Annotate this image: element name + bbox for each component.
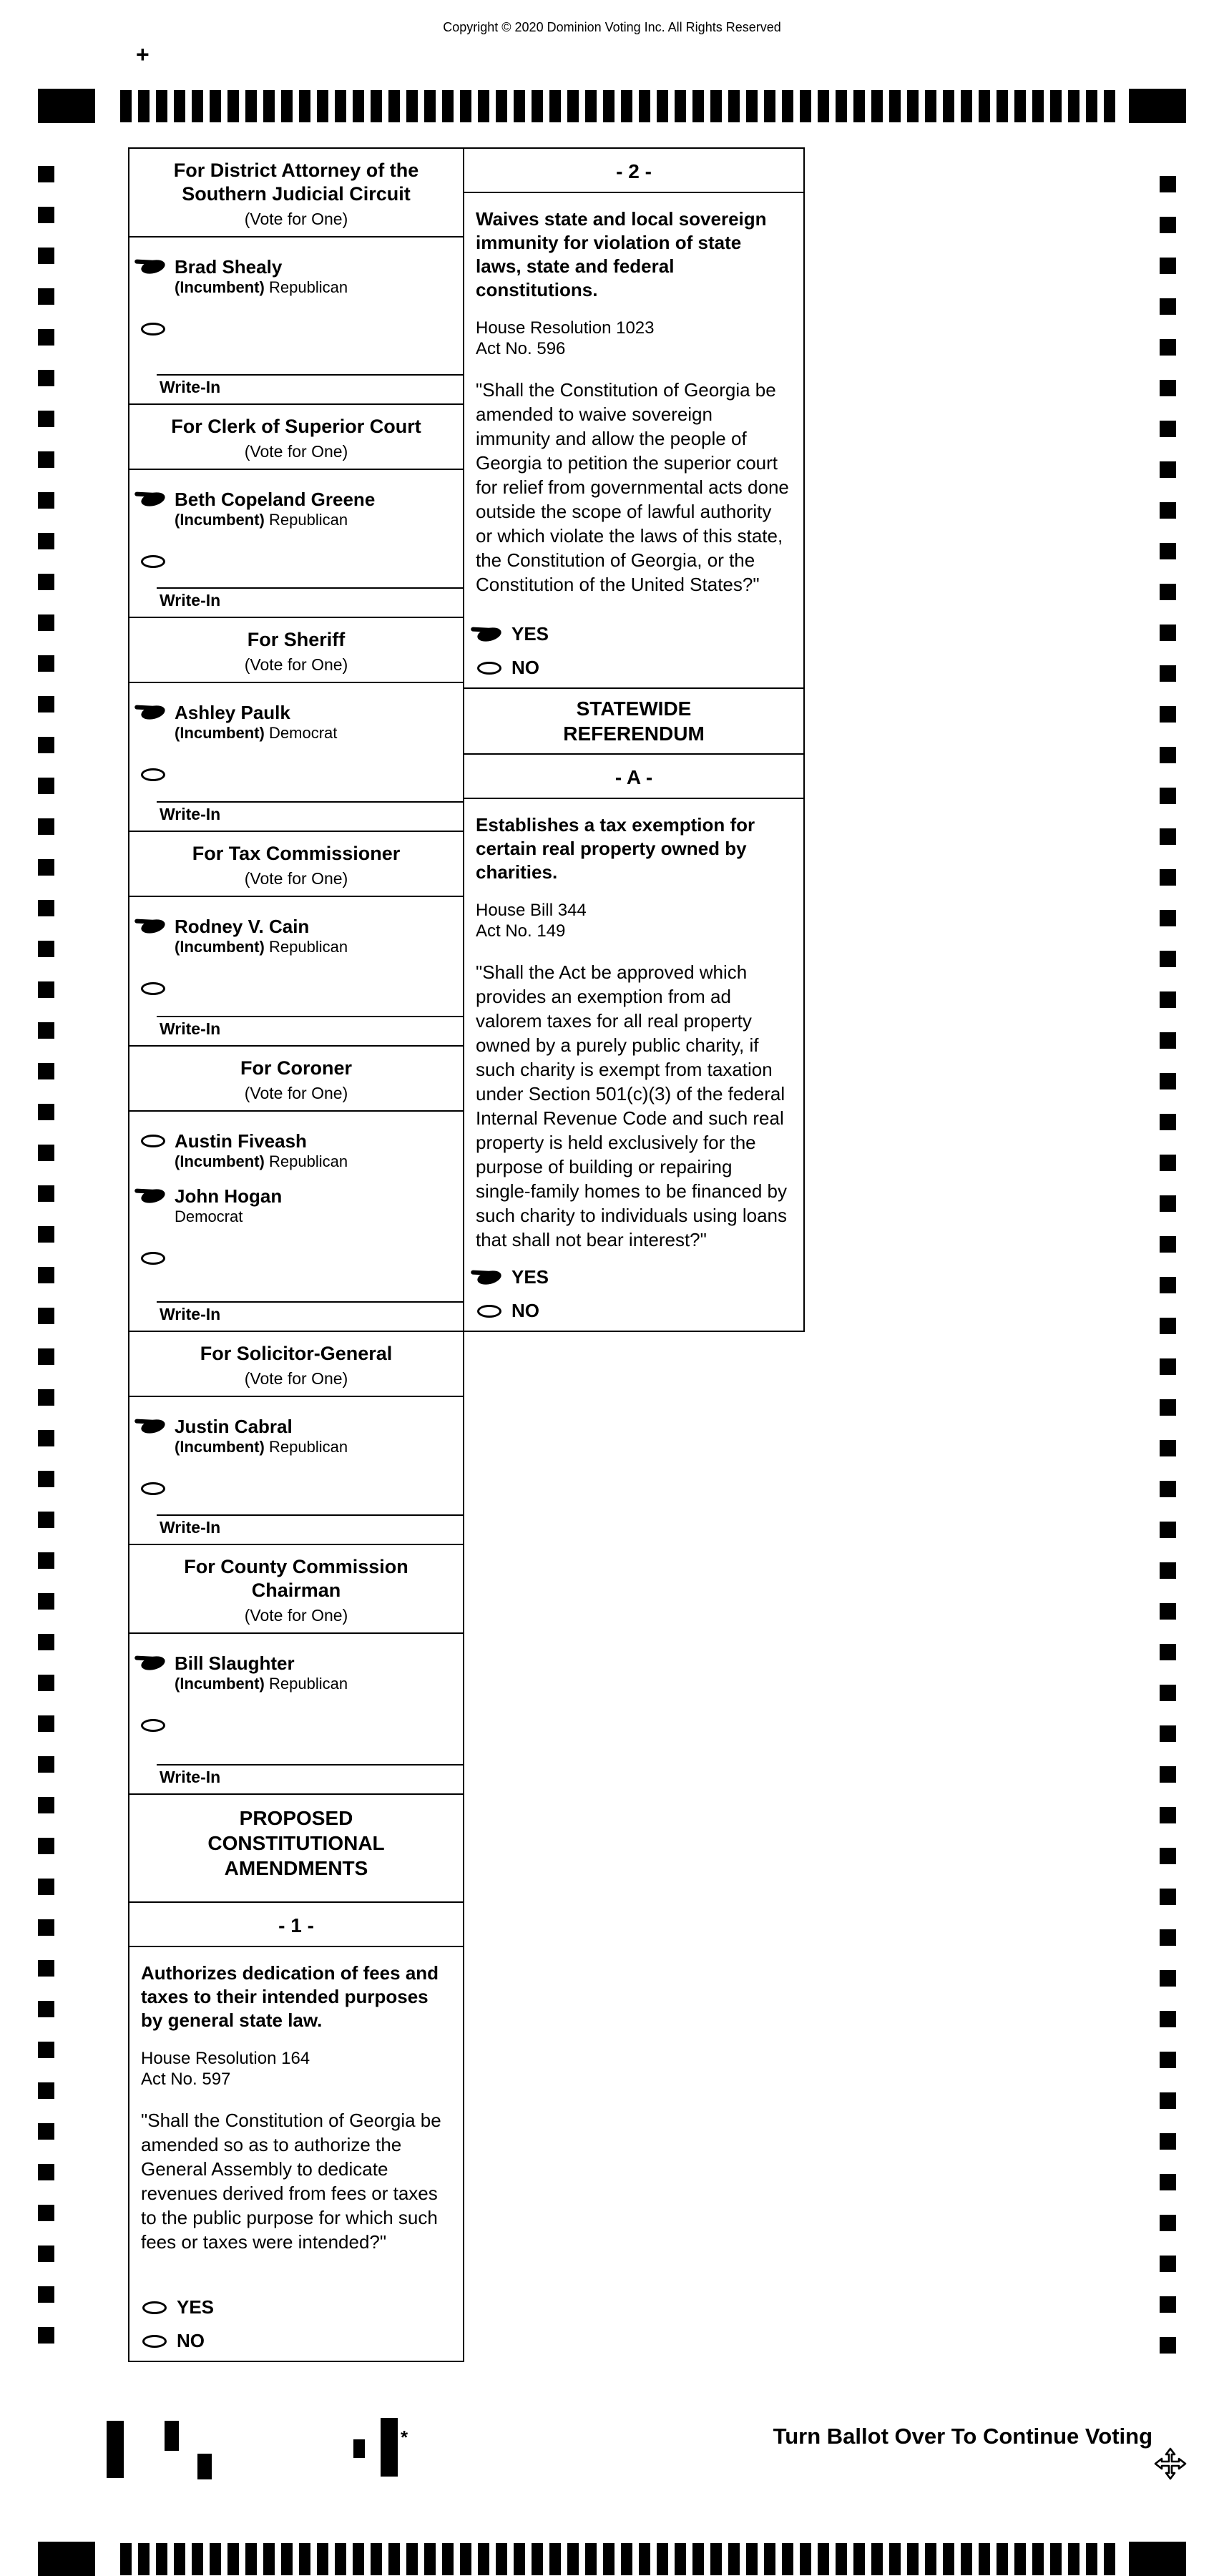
ballot-code-mark: [353, 2439, 365, 2458]
contest-district-attorney: [128, 147, 464, 405]
candidate-party: (Incumbent) Republican: [175, 278, 348, 296]
contest-header: [129, 405, 463, 470]
measure-choices: [142, 2285, 214, 2352]
write-in-area[interactable]: [129, 1301, 463, 1329]
candidate-name: Justin Cabral: [175, 1416, 293, 1437]
measure-number: - 2 -: [464, 149, 803, 193]
yes-choice-row: [142, 2296, 214, 2318]
contest-title-line: For District Attorney of the: [173, 160, 419, 181]
write-in-line[interactable]: [157, 1301, 463, 1303]
write-in-oval[interactable]: [141, 1252, 165, 1265]
candidate-party: (Incumbent) Democrat: [175, 724, 338, 742]
yes-label: YES: [177, 2296, 215, 2318]
move-cursor-icon: [1153, 2447, 1188, 2484]
amendments-header-section: [128, 1795, 464, 1903]
write-in-area[interactable]: [129, 801, 463, 829]
ballot-oval[interactable]: [139, 258, 166, 276]
write-in-oval-row: [141, 1252, 463, 1265]
ballot-code-mark: [165, 2421, 179, 2451]
contest-solicitor-general: [128, 1332, 464, 1545]
candidate-row: [141, 1185, 453, 1226]
write-in-oval-row: [141, 555, 463, 568]
candidate-row: [141, 256, 453, 297]
referendum-header-section: [464, 689, 805, 755]
contest-coroner: [128, 1047, 464, 1332]
write-in-oval-row: [141, 323, 463, 336]
write-in-line[interactable]: [157, 1514, 463, 1516]
measure-referendum-a: [464, 755, 805, 1332]
candidate-text: [175, 916, 348, 956]
registration-plus-mark: +: [136, 41, 150, 67]
candidate-name: Brad Shealy: [175, 256, 283, 278]
write-in-area[interactable]: [129, 1016, 463, 1044]
write-in-area[interactable]: [129, 587, 463, 615]
measure-ref-line: Act No. 149: [476, 921, 566, 941]
measure-amendment-1: [128, 1903, 464, 2362]
write-in-label: Write-In: [160, 1768, 221, 1786]
write-in-label: Write-In: [160, 805, 221, 823]
write-in-label: Write-In: [160, 378, 221, 396]
write-in-line[interactable]: [157, 801, 463, 803]
ballot-oval[interactable]: [139, 703, 166, 722]
timing-block-top-left: [38, 89, 95, 123]
header-line: REFERENDUM: [563, 723, 705, 745]
yes-choice-row: [477, 623, 549, 645]
timing-block-bottom-right: [1129, 2542, 1186, 2576]
no-oval[interactable]: [142, 2335, 167, 2348]
measure-question: "Shall the Constitution of Georgia be amended so as to authorize the General Assembly to dedicate revenues derived from fees or taxes to the public purpose for which such fees or taxes were intended?": [141, 2110, 441, 2253]
contest-title-line: For Coroner: [240, 1057, 352, 1079]
contest-title-line: Chairman: [251, 1580, 341, 1601]
contest-sheriff: [128, 618, 464, 832]
candidate-text: [175, 1185, 282, 1226]
candidate-text: [175, 489, 375, 529]
contest-title-line: For Tax Commissioner: [192, 843, 401, 864]
timing-block-bottom-left: [38, 2542, 95, 2576]
candidate-text: [175, 702, 337, 743]
contest-header: [129, 149, 463, 237]
ballot-code-mark: [381, 2418, 398, 2477]
contest-title: [129, 842, 463, 866]
yes-label: YES: [511, 623, 549, 645]
measure-ref-line: Act No. 596: [476, 339, 566, 358]
candidate-row: [141, 1652, 453, 1693]
candidate-party: (Incumbent) Republican: [175, 938, 348, 956]
timing-marks-bottom: [120, 2543, 1119, 2575]
amendments-header: [129, 1795, 463, 1881]
turn-ballot-over-text: Turn Ballot Over To Continue Voting: [773, 2424, 1152, 2449]
ballot-code-star: *: [401, 2426, 408, 2448]
measure-question: "Shall the Act be approved which provides an exemption from ad valorem taxes for all real property owned by a purely public charity, if such charity is exempt from taxation under Section 501(c)(3) of the federal Internal Revenue Code and such real property is held exclusively for the purpose of building or repairing single-family homes to be financed by such charity to individuals using loans that shall not bear interest?": [476, 961, 788, 1250]
ballot-code-mark: [107, 2421, 124, 2478]
contest-title: [129, 159, 463, 206]
measure-summary: Authorizes dedication of fees and taxes to their intended purposes by general state law.: [141, 1962, 439, 2031]
contest-header: [129, 1332, 463, 1397]
write-in-oval[interactable]: [141, 768, 165, 781]
header-line: CONSTITUTIONAL: [207, 1832, 385, 1854]
candidate-party: (Incumbent) Republican: [175, 511, 348, 529]
measure-choices: [477, 612, 549, 679]
write-in-label: Write-In: [160, 1305, 221, 1323]
write-in-line[interactable]: [157, 1016, 463, 1017]
ballot-body: [128, 147, 805, 2362]
write-in-label: Write-In: [160, 591, 221, 609]
write-in-oval[interactable]: [141, 323, 165, 336]
write-in-oval[interactable]: [141, 1719, 165, 1732]
write-in-line[interactable]: [157, 374, 463, 376]
candidate-text: [175, 1652, 348, 1693]
candidate-name: Bill Slaughter: [175, 1652, 295, 1674]
write-in-oval[interactable]: [141, 1482, 165, 1495]
candidate-text: [175, 1130, 348, 1171]
measure-amendment-2: [464, 147, 805, 689]
ballot-oval[interactable]: [139, 1654, 166, 1673]
contest-county-commission-chairman: [128, 1545, 464, 1795]
ballot-oval[interactable]: [139, 917, 166, 936]
measure-number: - 1 -: [129, 1903, 463, 1947]
ballot-column-left: [128, 147, 464, 2362]
candidate-party: (Incumbent) Republican: [175, 1152, 348, 1170]
yes-choice-row: [477, 1266, 549, 1288]
no-choice-row: [477, 657, 549, 679]
contest-title-line: For Solicitor-General: [200, 1343, 393, 1364]
write-in-area[interactable]: [129, 1514, 463, 1542]
no-oval[interactable]: [477, 1305, 501, 1318]
contest-title-line: Southern Judicial Circuit: [182, 183, 411, 205]
no-label: NO: [511, 657, 539, 678]
no-oval[interactable]: [477, 662, 501, 675]
write-in-oval-row: [141, 1719, 463, 1732]
measure-ref-line: House Resolution 1023: [476, 318, 655, 338]
measure-choices: [477, 1255, 549, 1322]
candidate-text: [175, 256, 348, 297]
contest-clerk-superior-court: [128, 405, 464, 618]
contest-header: [129, 618, 463, 683]
write-in-line[interactable]: [157, 587, 463, 589]
ballot-oval[interactable]: [139, 490, 166, 509]
yes-oval[interactable]: [476, 625, 502, 644]
contest-title-line: For County Commission: [184, 1556, 408, 1577]
candidate-name: Austin Fiveash: [175, 1130, 307, 1152]
no-label: NO: [511, 1300, 539, 1321]
ballot-column-right: [464, 147, 805, 1332]
write-in-oval[interactable]: [141, 555, 165, 568]
copyright-notice: Copyright © 2020 Dominion Voting Inc. All Rights Reserved: [443, 20, 781, 34]
candidate-row: [141, 1416, 453, 1456]
candidate-party: Democrat: [175, 1208, 243, 1225]
candidate-text: [175, 1416, 348, 1456]
header-line: PROPOSED: [239, 1807, 353, 1829]
timing-marks-top: [120, 90, 1119, 122]
candidate-row: [141, 702, 453, 743]
contest-title-line: For Clerk of Superior Court: [171, 416, 421, 437]
measure-number: - A -: [464, 755, 803, 799]
write-in-area[interactable]: [129, 1764, 463, 1792]
candidate-row: [141, 916, 453, 956]
candidate-name: Rodney V. Cain: [175, 916, 310, 937]
header-line: AMENDMENTS: [224, 1857, 368, 1879]
write-in-label: Write-In: [160, 1019, 221, 1038]
no-label: NO: [177, 2330, 205, 2351]
write-in-oval-row: [141, 982, 463, 995]
candidate-party: (Incumbent) Republican: [175, 1675, 348, 1693]
timing-marks-left: [38, 166, 54, 2361]
contest-title: [129, 415, 463, 439]
write-in-oval-row: [141, 768, 463, 781]
contest-title: [129, 628, 463, 652]
yes-oval[interactable]: [142, 2301, 167, 2314]
measure-ref-line: Act No. 597: [141, 2070, 231, 2089]
candidate-name: Beth Copeland Greene: [175, 489, 376, 510]
vote-for-instruction: (Vote for One): [244, 442, 348, 461]
referendum-header: [464, 689, 803, 746]
measure-ref-line: House Bill 344: [476, 901, 587, 920]
write-in-label: Write-In: [160, 1518, 221, 1537]
header-line: STATEWIDE: [576, 697, 692, 720]
contest-header: [129, 1047, 463, 1112]
write-in-oval[interactable]: [141, 982, 165, 995]
write-in-line[interactable]: [157, 1764, 463, 1766]
vote-for-instruction: (Vote for One): [244, 1369, 348, 1388]
contest-header: [129, 1545, 463, 1634]
candidate-party: (Incumbent) Republican: [175, 1438, 348, 1456]
vote-for-instruction: (Vote for One): [244, 210, 348, 228]
candidate-name: Ashley Paulk: [175, 702, 290, 723]
no-choice-row: [477, 1300, 549, 1322]
measure-ref-line: House Resolution 164: [141, 2049, 310, 2068]
contest-title: [129, 1342, 463, 1366]
yes-oval[interactable]: [476, 1268, 502, 1287]
vote-for-instruction: (Vote for One): [244, 1084, 348, 1102]
candidate-name: John Hogan: [175, 1185, 283, 1207]
measure-references: [476, 900, 792, 941]
contest-title: [129, 1555, 463, 1602]
vote-for-instruction: (Vote for One): [244, 869, 348, 888]
write-in-area[interactable]: [129, 374, 463, 402]
measure-summary: Establishes a tax exemption for certain real property owned by charities.: [476, 814, 755, 883]
timing-block-top-right: [1129, 89, 1186, 123]
measure-references: [141, 2048, 451, 2090]
timing-marks-right: [1160, 176, 1176, 2371]
vote-for-instruction: (Vote for One): [244, 655, 348, 674]
vote-for-instruction: (Vote for One): [244, 1606, 348, 1625]
contest-title-line: For Sheriff: [247, 629, 346, 650]
candidate-row: [141, 1130, 453, 1171]
ballot-oval[interactable]: [139, 1187, 166, 1205]
contest-tax-commissioner: [128, 832, 464, 1047]
ballot-code-mark: [197, 2454, 212, 2479]
candidate-row: [141, 489, 453, 529]
measure-question: "Shall the Constitution of Georgia be amended to waive sovereign immunity and allow the people of Georgia to petition the superior court for relief from governmental acts done outside the scope of lawful authority or which violate the laws of this state, the Constitution of Georgia, or the Constitution of the United States?": [476, 379, 789, 595]
yes-label: YES: [511, 1266, 549, 1288]
measure-summary: Waives state and local sovereign immunity for violation of state laws, state and federal constitutions.: [476, 208, 767, 300]
contest-title: [129, 1057, 463, 1080]
write-in-oval-row: [141, 1482, 463, 1495]
no-choice-row: [142, 2330, 214, 2352]
contest-header: [129, 832, 463, 897]
ballot-oval[interactable]: [139, 1417, 166, 1436]
ballot-oval[interactable]: [141, 1135, 165, 1147]
measure-references: [476, 318, 792, 359]
